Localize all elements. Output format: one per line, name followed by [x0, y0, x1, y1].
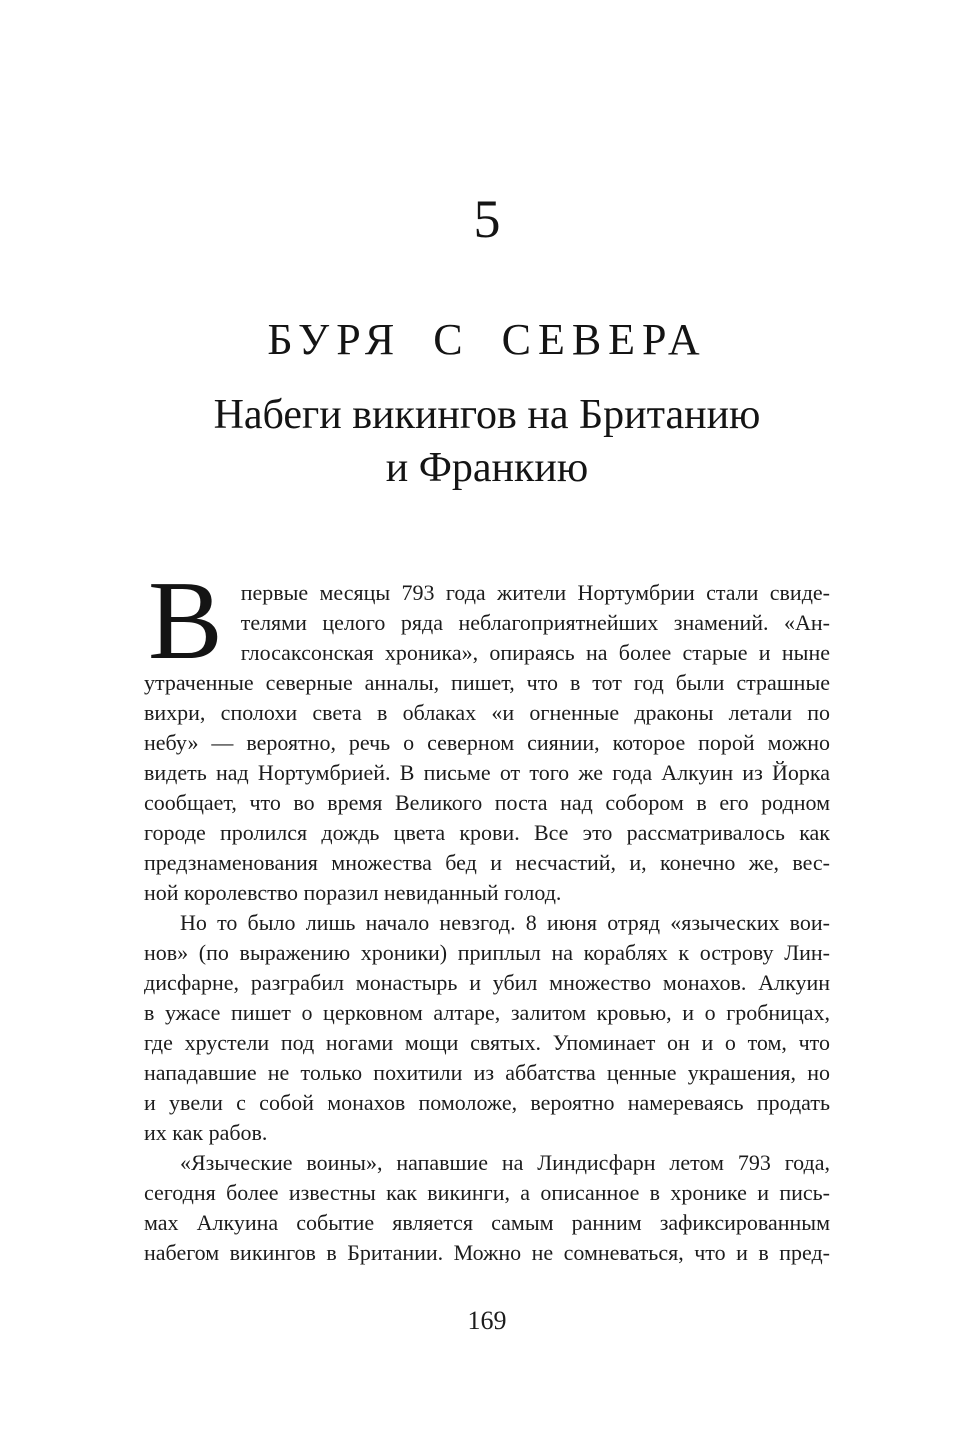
text-line: видеть над Нортумбрией. В письме от того же года Алкуин из Йорка	[144, 760, 830, 785]
text-line: набегом викингов в Британии. Можно не сомневаться, что и в пред-	[144, 1240, 830, 1265]
text-line: городе пролился дождь цвета крови. Все это рассматривалось как	[144, 820, 830, 845]
text-line: сегодня более известны как викинги, а описанное в хронике и пись-	[144, 1180, 830, 1205]
chapter-title: БУРЯ С СЕВЕРА	[267, 315, 707, 364]
text-line: предзнаменования множества бед и несчастий, и, конечно же, вес-	[144, 850, 830, 875]
paragraph-3	[144, 1148, 830, 1268]
text-line: и увели с собой монахов помоложе, вероятно намереваясь продать	[144, 1090, 830, 1115]
text-line: их как рабов.	[144, 1120, 268, 1145]
text-line: нов» (по выражению хроники) приплыл на кораблях к острову Лин-	[144, 940, 830, 965]
chapter-subtitle	[0, 389, 974, 495]
text-line: вихри, сполохи света в облаках «и огненные драконы летали по	[144, 700, 830, 725]
text-line: где хрустели под ногами мощи святых. Упоминает он и о том, что	[144, 1030, 830, 1055]
text-line: дисфарне, разграбил монастырь и убил множество монахов. Алкуин	[144, 970, 830, 995]
text-line: телями целого ряда неблагоприятнейших знамений. «Ан-	[240, 610, 830, 635]
text-line: глосаксонская хроника», опираясь на более старые и ныне	[240, 640, 830, 665]
text-line: ной королевство поразил невиданный голод.	[144, 880, 562, 905]
text-line: Но то было лишь начало невзгод. 8 июня отряд «языческих вои-	[180, 910, 830, 935]
chapter-subtitle-line-2: и Франкию	[385, 445, 589, 491]
drop-cap: В	[148, 559, 223, 683]
text-line: первые месяцы 793 года жители Нортумбрии стали свиде-	[240, 580, 830, 605]
text-line: «Языческие воины», напавшие на Линдисфарн летом 793 года,	[180, 1150, 830, 1175]
body-text	[144, 559, 830, 1268]
text-line: нападавшие не только похитили из аббатства ценные украшения, но	[144, 1060, 830, 1085]
chapter-number: 5	[473, 189, 501, 249]
page-number: 169	[467, 1306, 507, 1335]
text-line: сообщает, что во время Великого поста над собором в его родном	[144, 790, 830, 815]
text-line: мах Алкуина событие является самым ранним зафиксированным	[144, 1210, 830, 1235]
chapter-subtitle-line-1: Набеги викингов на Британию	[213, 392, 761, 438]
paragraph-1	[144, 559, 830, 908]
text-line: в ужасе пишет о церковном алтаре, залитом кровью, и о гробницах,	[144, 1000, 830, 1025]
paragraph-2	[144, 908, 830, 1148]
text-line: небу» — вероятно, речь о северном сиянии, которое порой можно	[144, 730, 830, 755]
text-line: утраченные северные анналы, пишет, что в тот год были страшные	[144, 670, 830, 695]
